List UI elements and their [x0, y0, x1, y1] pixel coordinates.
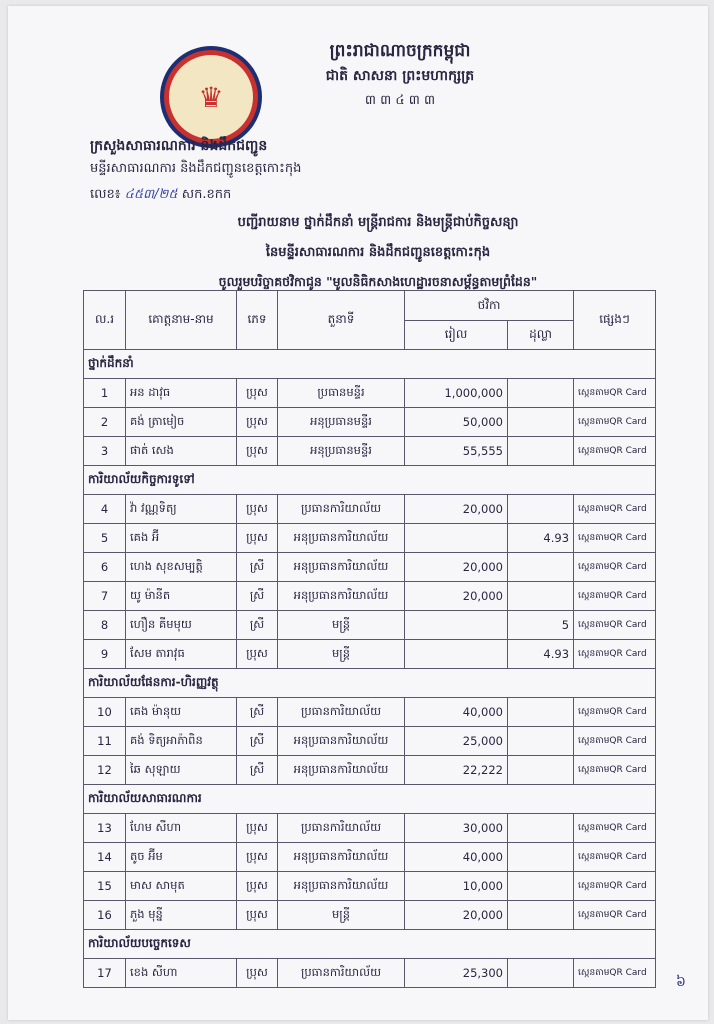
document-title-line2: នៃមន្ទីរសាធារណការ និងដឹកជញ្ជូនខេត្តកោះកុង — [265, 245, 491, 260]
row-dollar — [508, 379, 574, 408]
row-gender: ស្រី — [237, 611, 278, 640]
row-gender: ស្រី — [237, 553, 278, 582]
table-row — [84, 727, 656, 756]
row-other: ស្កេនតាមQR Card — [574, 553, 656, 582]
row-dollar — [508, 814, 574, 843]
row-riel: 55,555 — [405, 437, 508, 466]
row-riel: 40,000 — [405, 843, 508, 872]
row-other: ស្កេនតាមQR Card — [574, 959, 656, 988]
row-number: 8 — [84, 611, 126, 640]
table-row — [84, 872, 656, 901]
row-other: ស្កេនតាមQR Card — [574, 582, 656, 611]
header-dollar: ដុល្លា — [508, 321, 574, 350]
row-position: មន្ត្រី — [278, 901, 405, 930]
row-number: 9 — [84, 640, 126, 669]
row-name: សែម តារាវុធ — [126, 640, 237, 669]
row-number: 12 — [84, 756, 126, 785]
row-riel: 30,000 — [405, 814, 508, 843]
national-motto: ជាតិ សាសនា ព្រះមហាក្សត្រ — [325, 68, 475, 84]
row-riel — [405, 524, 508, 553]
row-number: 11 — [84, 727, 126, 756]
row-number: 15 — [84, 872, 126, 901]
row-other: ស្កេនតាមQR Card — [574, 640, 656, 669]
section-title: ការិយាល័យផែនការ-ហិរញ្ញវត្ថុ — [84, 669, 656, 698]
row-name: មាស សាមុត — [126, 872, 237, 901]
table-row — [84, 408, 656, 437]
table-row — [84, 959, 656, 988]
row-gender: ប្រុស — [237, 640, 278, 669]
row-other: ស្កេនតាមQR Card — [574, 408, 656, 437]
section-row — [84, 785, 656, 814]
row-other: ស្កេនតាមQR Card — [574, 872, 656, 901]
row-position: អនុប្រធានការិយាល័យ — [278, 727, 405, 756]
header-gender: ភេទ — [237, 291, 278, 350]
row-gender: ស្រី — [237, 698, 278, 727]
row-position: ប្រធានការិយាល័យ — [278, 495, 405, 524]
row-gender: ស្រី — [237, 727, 278, 756]
row-position: មន្ត្រី — [278, 640, 405, 669]
row-riel: 25,300 — [405, 959, 508, 988]
row-other: ស្កេនតាមQR Card — [574, 814, 656, 843]
row-number: 6 — [84, 553, 126, 582]
row-name: ភួង មុន្នី — [126, 901, 237, 930]
row-position: អនុប្រធានមន្ទីរ — [278, 437, 405, 466]
row-number: 2 — [84, 408, 126, 437]
row-dollar: 4.93 — [508, 640, 574, 669]
row-position: អនុប្រធានការិយាល័យ — [278, 582, 405, 611]
row-gender: ស្រី — [237, 582, 278, 611]
section-row — [84, 350, 656, 379]
document-title-line1: បញ្ជីរាយនាម ថ្នាក់ដឹកនាំ មន្ត្រីរាជការ និងមន្ត្រីជាប់កិច្ចសន្យា — [237, 215, 519, 230]
row-other: ស្កេនតាមQR Card — [574, 756, 656, 785]
section-title: ថ្នាក់ដឹកនាំ — [84, 350, 656, 379]
table-row — [84, 437, 656, 466]
reference-suffix: សក.ខកក — [181, 187, 232, 202]
row-riel — [405, 640, 508, 669]
header-name: គោត្តនាម-នាម — [126, 291, 237, 350]
row-dollar — [508, 495, 574, 524]
header-position: តួនាទី — [278, 291, 405, 350]
row-position: អនុប្រធានមន្ទីរ — [278, 408, 405, 437]
row-riel: 40,000 — [405, 698, 508, 727]
row-dollar — [508, 901, 574, 930]
reference-value: ៤៥៣/២៥ — [124, 187, 178, 202]
section-row — [84, 669, 656, 698]
row-dollar — [508, 959, 574, 988]
kingdom-heading: ព្រះរាជាណាចក្រកម្ពុជា — [329, 41, 471, 61]
donation-table — [83, 290, 656, 988]
section-title: ការិយាល័យបច្ចេកទេស — [84, 930, 656, 959]
row-gender: ប្រុស — [237, 959, 278, 988]
emblem-icon: ♛ — [164, 50, 258, 144]
table-row — [84, 843, 656, 872]
table-row — [84, 582, 656, 611]
row-position: ប្រធានការិយាល័យ — [278, 814, 405, 843]
section-title: ការិយាល័យសាធារណការ — [84, 785, 656, 814]
row-other: ស្កេនតាមQR Card — [574, 698, 656, 727]
row-position: អនុប្រធានការិយាល័យ — [278, 756, 405, 785]
row-other: ស្កេនតាមQR Card — [574, 611, 656, 640]
row-position: អនុប្រធានការិយាល័យ — [278, 843, 405, 872]
row-gender: ប្រុស — [237, 408, 278, 437]
page-number: ៦ — [676, 974, 686, 990]
row-name: គេង អ៊ី — [126, 524, 237, 553]
row-gender: ប្រុស — [237, 524, 278, 553]
ministry-name: ក្រសួងសាធារណការ និងដឹកជញ្ជូន — [90, 138, 268, 154]
row-riel: 20,000 — [405, 495, 508, 524]
table-body — [84, 350, 656, 988]
row-position: ប្រធានការិយាល័យ — [278, 698, 405, 727]
row-name: ហែម សីហា — [126, 814, 237, 843]
table-row — [84, 640, 656, 669]
row-number: 4 — [84, 495, 126, 524]
row-number: 7 — [84, 582, 126, 611]
row-other: ស្កេនតាមQR Card — [574, 843, 656, 872]
table-row — [84, 814, 656, 843]
row-other: ស្កេនតាមQR Card — [574, 379, 656, 408]
row-name: ហេង សុខសម្បត្តិ — [126, 553, 237, 582]
row-gender: ស្រី — [237, 756, 278, 785]
row-other: ស្កេនតាមQR Card — [574, 901, 656, 930]
row-position: អនុប្រធានការិយាល័យ — [278, 553, 405, 582]
row-number: 14 — [84, 843, 126, 872]
row-name: គង់ ត្រាមៀច — [126, 408, 237, 437]
row-name: យូ ម៉ានីត — [126, 582, 237, 611]
row-number: 5 — [84, 524, 126, 553]
row-name: ឆៃ សុឡាយ — [126, 756, 237, 785]
table-row — [84, 495, 656, 524]
row-number: 17 — [84, 959, 126, 988]
row-name: ហឿន គីមមុយ — [126, 611, 237, 640]
document-title-line3: ចូលរួមបរិច្ចាគថវិកាជូន "មូលនិធិកសាងហេដ្ឋារចនាសម្ព័ន្ធតាមព្រំដែន" — [218, 274, 538, 289]
row-gender: ប្រុស — [237, 814, 278, 843]
row-name: វ៉ា វណ្ណទិត្យ — [126, 495, 237, 524]
row-riel: 1,000,000 — [405, 379, 508, 408]
row-gender: ប្រុស — [237, 901, 278, 930]
row-position: មន្ត្រី — [278, 611, 405, 640]
row-dollar — [508, 437, 574, 466]
row-other: ស្កេនតាមQR Card — [574, 727, 656, 756]
row-dollar — [508, 698, 574, 727]
row-gender: ប្រុស — [237, 437, 278, 466]
department-name: មន្ទីរសាធារណការ និងដឹកជញ្ជូនខេត្តកោះកុង — [90, 161, 302, 176]
row-riel: 25,000 — [405, 727, 508, 756]
row-riel — [405, 611, 508, 640]
row-name: អន ដាវុធ — [126, 379, 237, 408]
row-position: អនុប្រធានការិយាល័យ — [278, 872, 405, 901]
row-other: ស្កេនតាមQR Card — [574, 437, 656, 466]
section-row — [84, 930, 656, 959]
table-row — [84, 611, 656, 640]
row-position: ប្រធានមន្ទីរ — [278, 379, 405, 408]
row-name: គង់ ទិត្យអាភ៉ាពិន — [126, 727, 237, 756]
row-riel: 50,000 — [405, 408, 508, 437]
row-dollar: 5 — [508, 611, 574, 640]
table-row — [84, 698, 656, 727]
row-gender: ប្រុស — [237, 843, 278, 872]
row-other: ស្កេនតាមQR Card — [574, 495, 656, 524]
table-row — [84, 756, 656, 785]
row-number: 13 — [84, 814, 126, 843]
row-number: 3 — [84, 437, 126, 466]
row-position: ប្រធានការិយាល័យ — [278, 959, 405, 988]
row-riel: 22,222 — [405, 756, 508, 785]
row-name: តូច អ៊ីម — [126, 843, 237, 872]
row-dollar — [508, 756, 574, 785]
row-dollar: 4.93 — [508, 524, 574, 553]
row-other: ស្កេនតាមQR Card — [574, 524, 656, 553]
row-dollar — [508, 727, 574, 756]
reference-label: លេខ៖ — [90, 187, 121, 202]
row-riel: 10,000 — [405, 872, 508, 901]
heading-ornament: ៣ ៣ ៤ ៣ ៣ — [364, 93, 436, 108]
row-number: 1 — [84, 379, 126, 408]
header-other: ផ្សេងៗ — [574, 291, 656, 350]
row-riel: 20,000 — [405, 901, 508, 930]
ministry-logo — [160, 46, 262, 148]
section-row — [84, 466, 656, 495]
row-riel: 20,000 — [405, 582, 508, 611]
row-name: ផាត់ សេង — [126, 437, 237, 466]
header-amount: ថវិកា — [405, 291, 574, 321]
row-gender: ប្រុស — [237, 495, 278, 524]
row-dollar — [508, 582, 574, 611]
row-position: អនុប្រធានការិយាល័យ — [278, 524, 405, 553]
row-gender: ប្រុស — [237, 379, 278, 408]
row-gender: ប្រុស — [237, 872, 278, 901]
row-riel: 20,000 — [405, 553, 508, 582]
row-name: ខេង សីហា — [126, 959, 237, 988]
reference-number — [90, 186, 231, 205]
header-no: ល.រ — [84, 291, 126, 350]
row-dollar — [508, 408, 574, 437]
row-dollar — [508, 553, 574, 582]
row-dollar — [508, 843, 574, 872]
row-name: គេង ម៉ានុយ — [126, 698, 237, 727]
header-riel: រៀល — [405, 321, 508, 350]
row-number: 16 — [84, 901, 126, 930]
row-dollar — [508, 872, 574, 901]
table-row — [84, 901, 656, 930]
table-row — [84, 553, 656, 582]
section-title: ការិយាល័យកិច្ចការទូទៅ — [84, 466, 656, 495]
table-row — [84, 379, 656, 408]
table-row — [84, 524, 656, 553]
row-number: 10 — [84, 698, 126, 727]
